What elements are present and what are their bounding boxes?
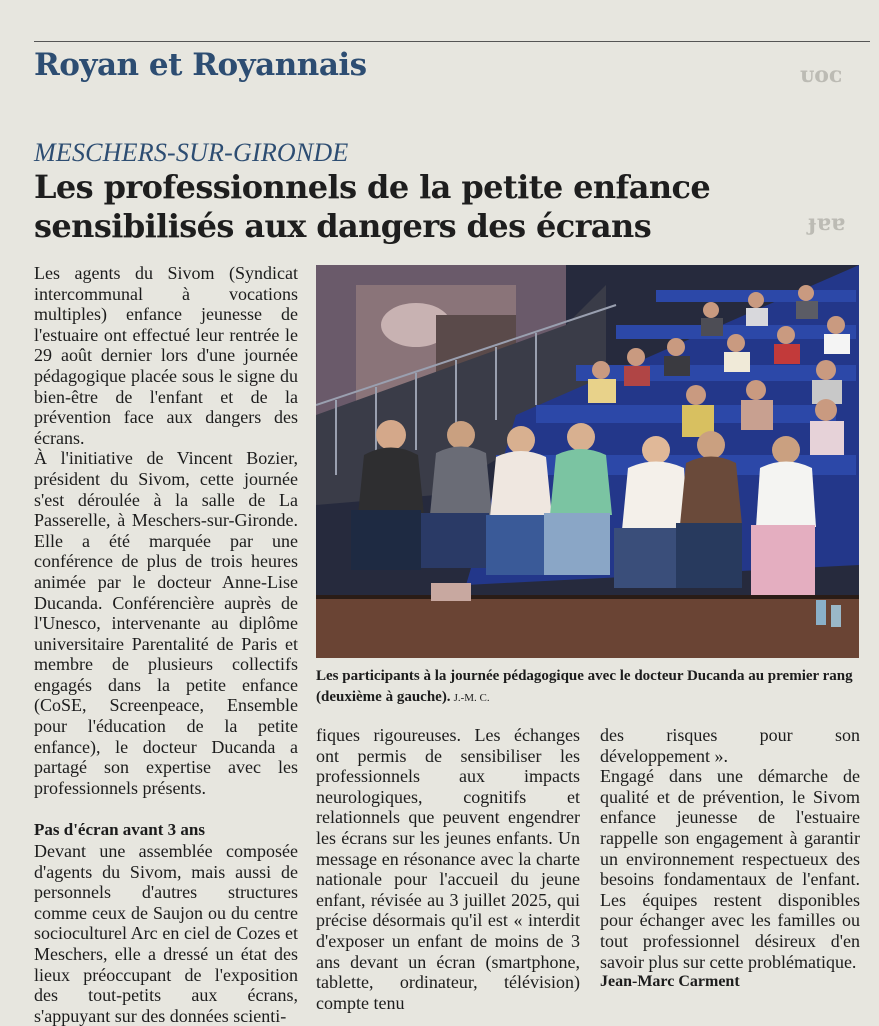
article-photo [316, 265, 859, 658]
top-rule [34, 41, 870, 42]
photo-credit: J.-M. C. [453, 692, 490, 704]
article-column-3 [600, 725, 860, 993]
paragraph: Les agents du Sivom (Syndicat intercommunal à vocations multiples) enfance jeunesse de l'estuaire ont effectué leur rentrée le 29 août dernier lors d'une journée pédagogique placée sous le signe du bien-être de l'enfant et de la prévention face aux dangers des écrans. [34, 263, 298, 448]
photo-caption [316, 666, 859, 709]
author-signature: Jean-Marc Carment [600, 973, 740, 991]
caption-text: Les participants à la journée pédagogique avec le docteur Ducanda au premier rang (deuxième à gauche). [316, 668, 853, 705]
subheading: Pas d'écran avant 3 ans [34, 820, 205, 840]
article-kicker: MESCHERS-SUR-GIRONDE [34, 138, 349, 167]
paragraph: fiques rigoureuses. Les échanges ont permis de sensibiliser les professionnels aux impacts neurologiques, cognitifs et relationnels que peuvent engendrer les écrans sur les jeunes enfants. Un message en résonance avec la charte nationale pour l'accueil du jeune enfant, révisée au 3 juillet 2025, qui précise désormais qu'il est « interdit d'exposer un enfant de moins de 3 ans devant un écran (smartphone, tablette, ordinateur, télévision) compte tenu [316, 725, 580, 1013]
bleed-through-text-2: ɟɐɐ [808, 210, 846, 236]
section-title: Royan et Royannais [34, 47, 367, 83]
article-column-2 [316, 725, 580, 1013]
paragraph: Devant une assemblée composée d'agents du Sivom, mais aussi de personnels d'autres structures comme ceux de Saujon ou du centre socioculturel Arc en ciel de Cozes et Meschers, elle a dressé un état des lieux préoccupant de l'exposition des tout-petits aux écrans, s'appuyant sur des données scienti- [34, 841, 298, 1026]
bleed-through-text: ᴜᴏᴄ [800, 62, 843, 88]
paragraph: des risques pour son développement ». [600, 725, 860, 766]
article-headline: Les professionnels de la petite enfance sensibilisés aux dangers des écrans [34, 168, 711, 245]
article-column-1 [34, 263, 298, 1026]
paragraph: À l'initiative de Vincent Bozier, président du Sivom, cette journée s'est déroulée à la salle de La Passerelle, à Meschers-sur-Gironde. Elle a été marquée par une conférence de plus de trois heures animée par le docteur Anne-Lise Ducanda. Conférencière auprès de l'Unesco, intervenante au diplôme universitaire Parentalité de Paris et membre de plusieurs collectifs engagés dans la petite enfance (CoSE, Screenpeace, Ensemble pour l'éducation de la petite enfance), le docteur Ducanda a partagé son expertise avec les professionnels présents. [34, 448, 298, 798]
paragraph: Engagé dans une démarche de qualité et de prévention, le Sivom enfance jeunesse de l'estuaire rappelle son engagement à garantir un environnement respectueux des besoins fondamentaux de l'enfant. Les équipes restent disponibles pour échanger avec les familles ou tout professionnel désireux d'en savoir plus sur cette problématique. [600, 766, 860, 972]
